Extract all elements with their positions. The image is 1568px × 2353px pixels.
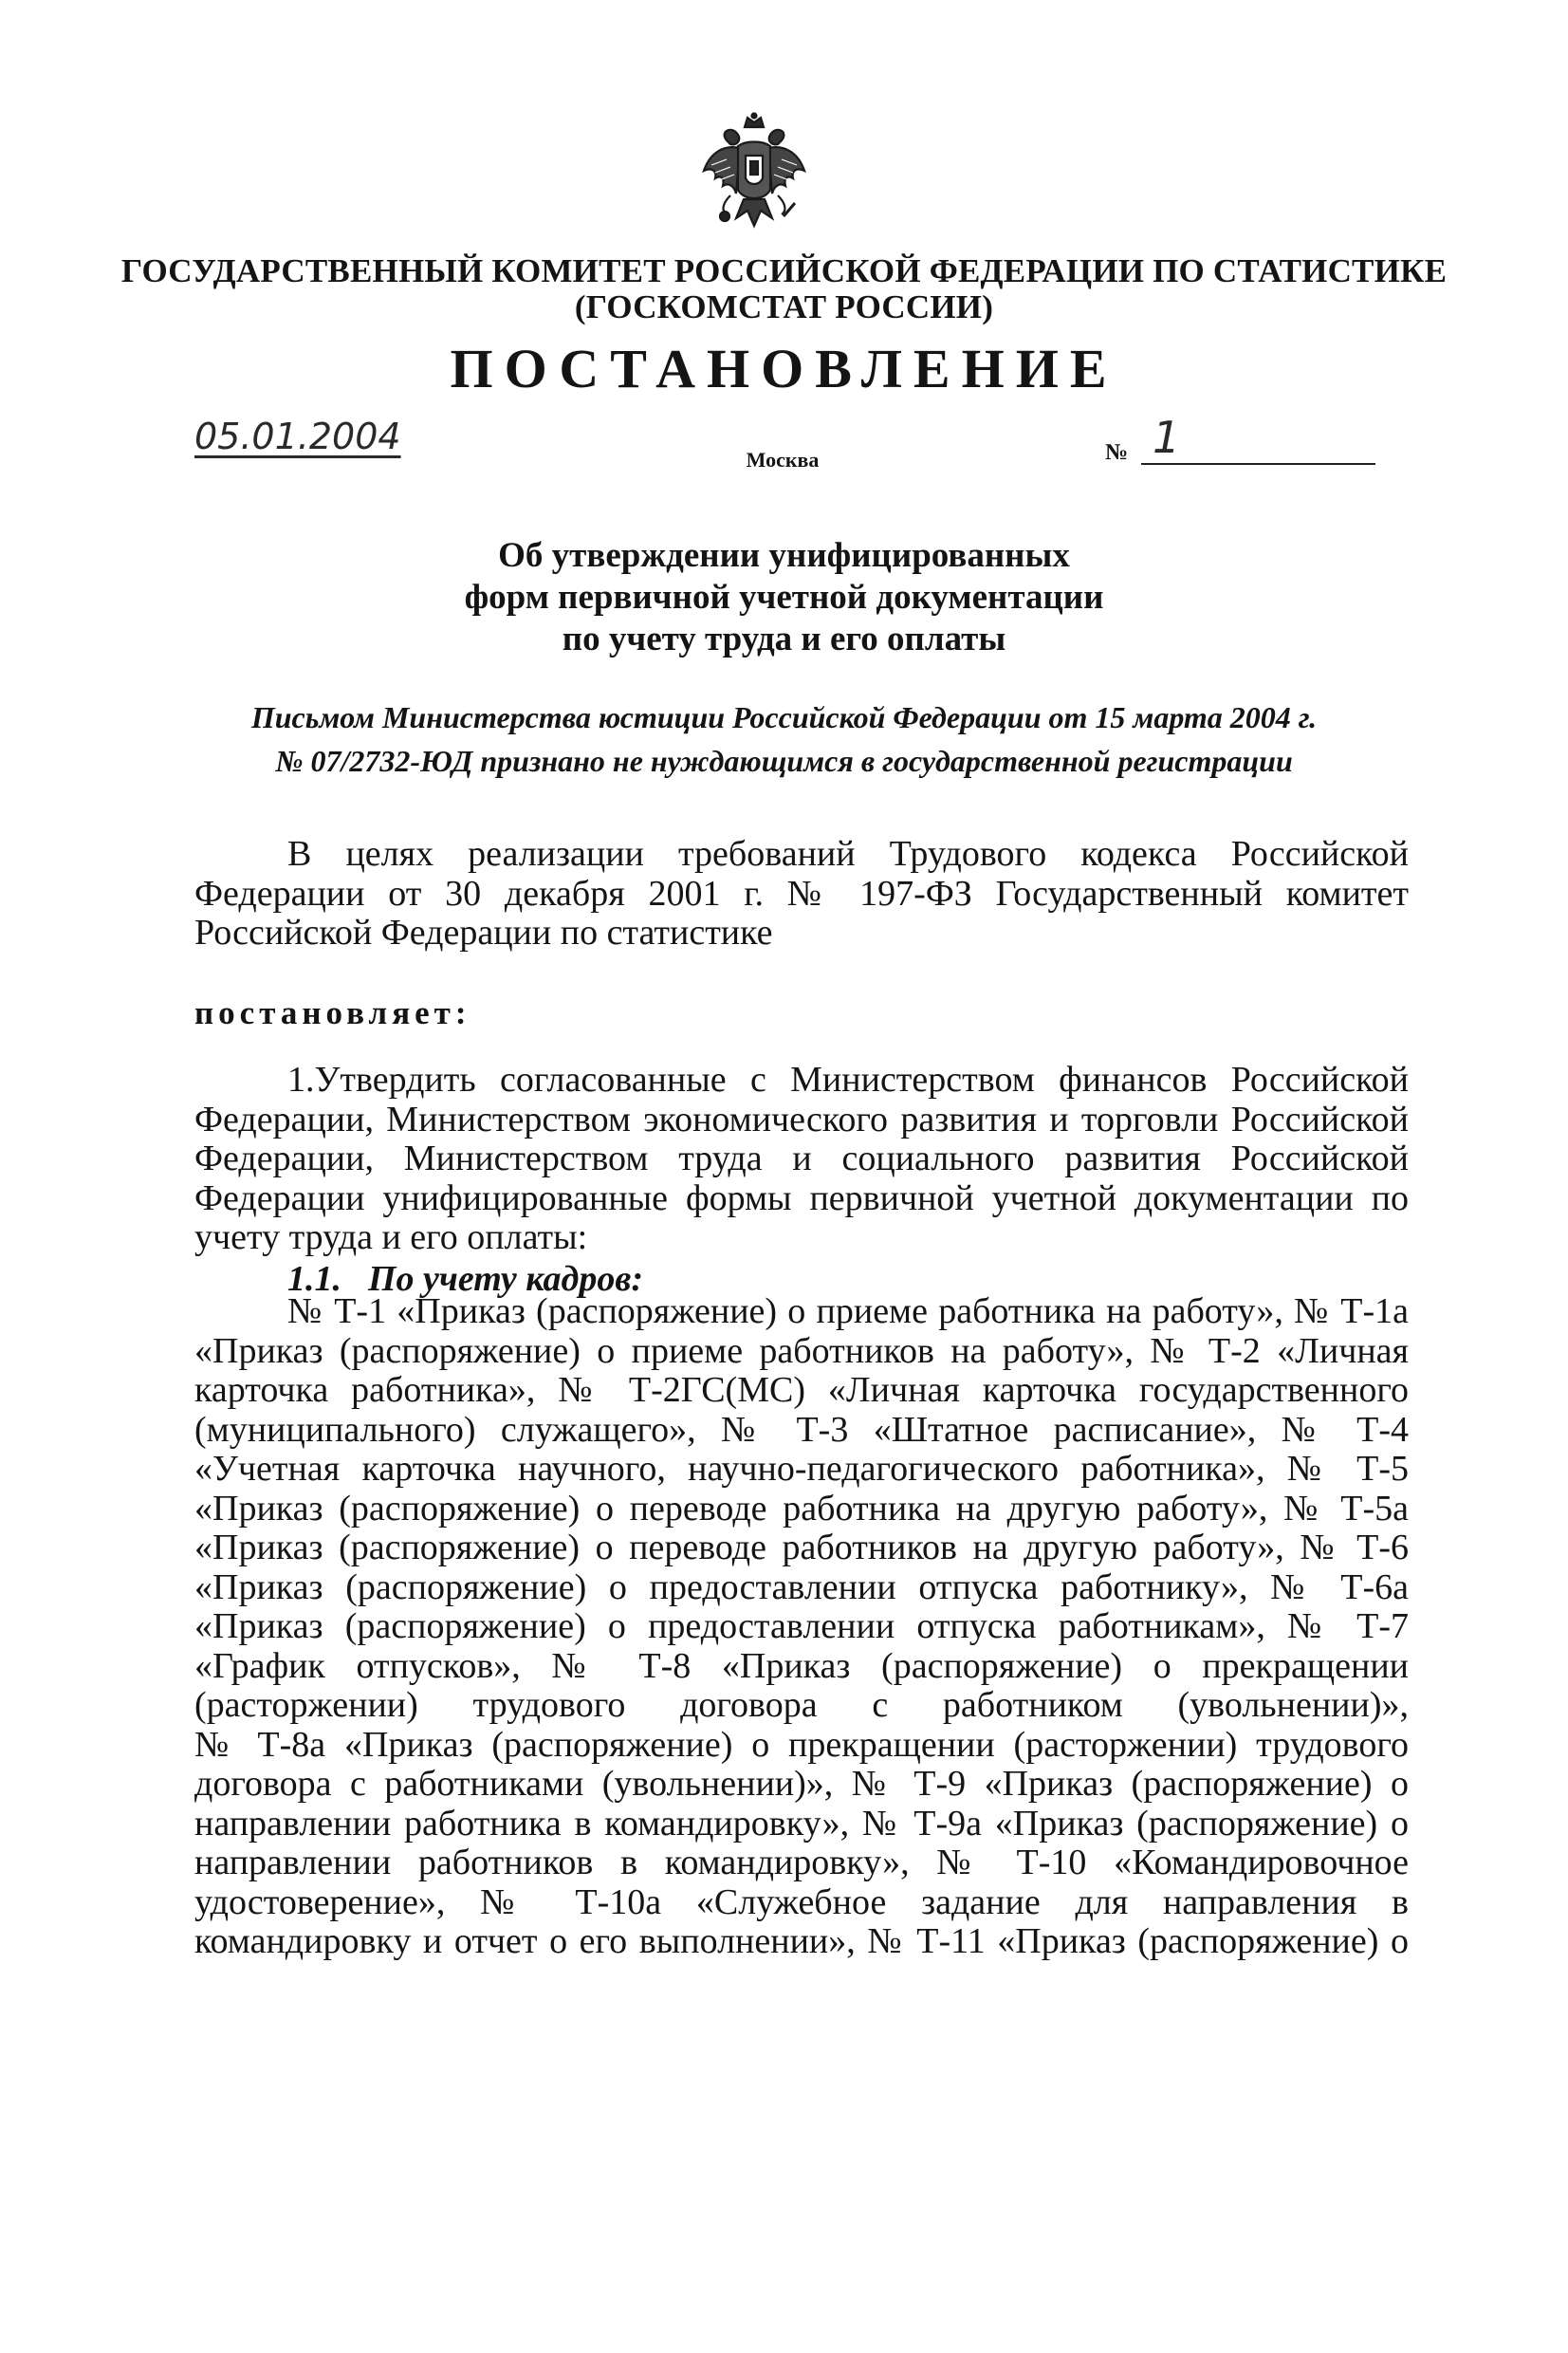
note-line: Письмом Министерства юстиции Российской Федерации от 15 марта 2004 г. xyxy=(250,700,1318,734)
number-underline xyxy=(1141,463,1375,465)
forms-list-paragraph xyxy=(194,1292,1409,1962)
paragraph-line: «Приказ (распоряжение) о предоставлении отпуска работникам», № Т-7 xyxy=(194,1607,1409,1646)
paragraph-line: (муниципального) служащего», № Т-3 «Штатное расписание», № Т-4 xyxy=(194,1410,1409,1450)
paragraph-line: удостоверение», № Т-10а «Служебное задание для направления в xyxy=(194,1882,1409,1922)
preamble-paragraph xyxy=(194,835,1409,954)
title-line: по учету труда и его оплаты xyxy=(562,620,1006,658)
paragraph-line: Федерации, Министерством экономического развития и торговли Российской xyxy=(194,1100,1409,1139)
paragraph-line: Федерации унифицированные формы первичной учетной документации по xyxy=(194,1178,1409,1218)
paragraph-line: № Т-8а «Приказ (распоряжение) о прекращении (расторжении) трудового xyxy=(194,1725,1409,1765)
document-city: Москва xyxy=(746,448,820,472)
subitem-number: 1.1. xyxy=(287,1259,341,1299)
item-1-paragraph xyxy=(194,1061,1409,1258)
document-type-heading: ПОСТАНОВЛЕНИЕ xyxy=(450,338,1118,399)
paragraph-line: договора с работниками (увольнении)», № Т-9 «Приказ (распоряжение) о xyxy=(194,1765,1409,1804)
title-line: форм первичной учетной документации xyxy=(464,578,1104,617)
paragraph-line: 1.Утвердить согласованные с Министерством финансов Российской xyxy=(287,1061,1409,1100)
paragraph-line: «Учетная карточка научного, научно-педагогического работника», № Т-5 xyxy=(194,1450,1409,1489)
paragraph-line: «График отпусков», № Т-8 «Приказ (распоряжение) о прекращении xyxy=(194,1646,1409,1686)
document-date: 05.01.2004 xyxy=(194,416,401,457)
paragraph-line: карточка работника», № Т-2ГС(МС) «Личная карточка государственного xyxy=(194,1371,1409,1410)
organization-name: ГОСУДАРСТВЕННЫЙ КОМИТЕТ РОССИЙСКОЙ ФЕДЕРАЦИИ ПО СТАТИСТИКЕ xyxy=(120,252,1448,289)
paragraph-line: направлении работника в командировку», № Т-9а «Приказ (распоряжение) о xyxy=(194,1804,1409,1843)
russian-coat-of-arms-icon xyxy=(698,112,810,245)
note-line: № 07/2732-ЮД признано не нуждающимся в государственной регистрации xyxy=(275,744,1293,778)
subitem-title: По учету кадров: xyxy=(368,1259,644,1299)
paragraph-line: направлении работников в командировку», № Т-10 «Командировочное xyxy=(194,1843,1409,1882)
paragraph-line: (расторжении) трудового договора с работником (увольнении)», xyxy=(194,1686,1409,1725)
document-title xyxy=(0,535,1568,660)
paragraph-line: Федерации, Министерством труда и социального развития Российской xyxy=(194,1139,1409,1178)
paragraph-line: «Приказ (распоряжение) о предоставлении отпуска работнику», № Т-6а xyxy=(194,1567,1409,1607)
title-line: Об утверждении унифицированных xyxy=(498,536,1070,575)
paragraph-line: «Приказ (распоряжение) о переводе работника на другую работу», № Т-5а xyxy=(194,1489,1409,1529)
paragraph-line: «Приказ (распоряжение) о переводе работников на другую работу», № Т-6 xyxy=(194,1529,1409,1567)
paragraph-line: № Т-1 «Приказ (распоряжение) о приеме работника на работу», № Т-1а xyxy=(287,1292,1409,1331)
document-number: 1 xyxy=(1153,412,1181,463)
paragraph-line: учету труда и его оплаты: xyxy=(194,1217,588,1257)
decree-word: постановляет: xyxy=(194,994,471,1031)
paragraph-line: «Приказ (распоряжение) о приеме работников на работу», № Т-2 «Личная xyxy=(194,1331,1409,1371)
registration-note xyxy=(0,695,1568,783)
document-number-field xyxy=(1105,410,1375,469)
paragraph-line: В целях реализации требований Трудового кодекса Российской xyxy=(287,835,1409,874)
organization-short-name: (ГОСКОМСТАТ РОССИИ) xyxy=(574,288,994,325)
paragraph-line: Российской Федерации по статистике xyxy=(194,913,773,953)
paragraph-line: командировку и отчет о его выполнении», № Т-11 «Приказ (распоряжение) о xyxy=(194,1922,1409,1961)
paragraph-line: Федерации от 30 декабря 2001 г. № 197-ФЗ Государственный комитет xyxy=(194,874,1409,914)
number-sign-label: № xyxy=(1105,440,1129,465)
